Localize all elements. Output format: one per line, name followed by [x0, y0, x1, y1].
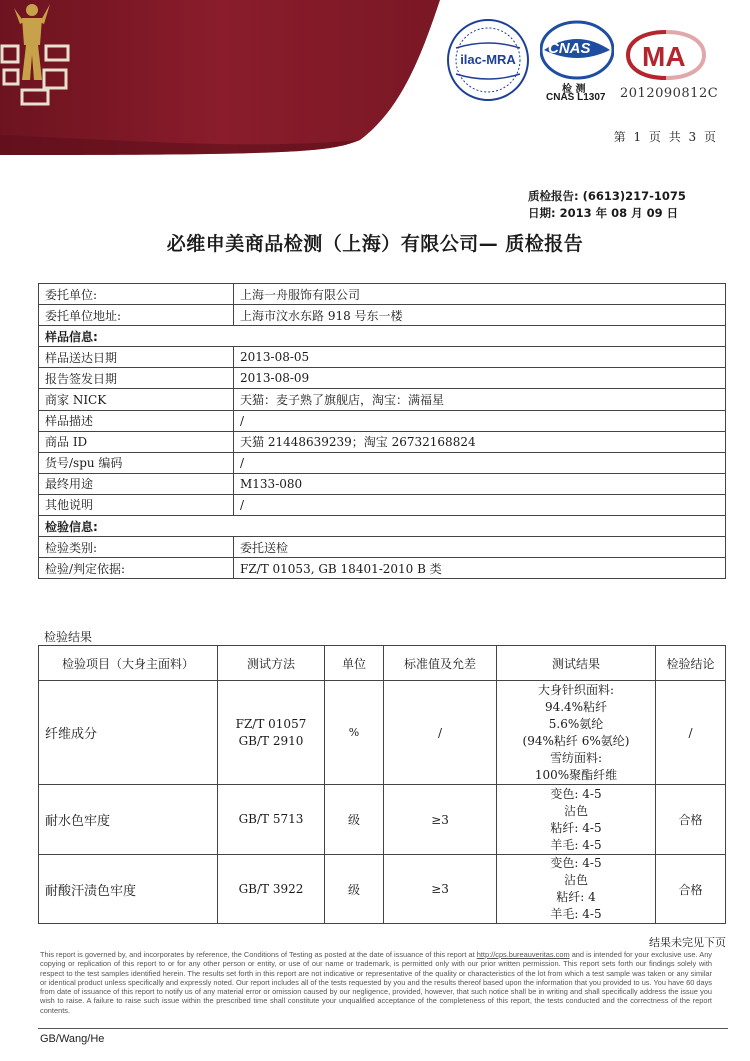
result-line: 5.6%氨纶	[548, 716, 604, 731]
test-result	[497, 681, 656, 785]
result-line: 100%聚酯纤维	[534, 767, 618, 782]
info-value: M133-080	[234, 473, 726, 494]
info-label: 样品送达日期	[39, 347, 234, 368]
info-label: 商品 ID	[39, 431, 234, 452]
section-title: 检验信息:	[39, 516, 726, 537]
info-label: 样品描述	[39, 410, 234, 431]
info-row	[39, 347, 726, 368]
results-row	[39, 855, 726, 924]
cma-number: 2012090812C	[620, 86, 719, 101]
info-row	[39, 473, 726, 494]
svg-text:MA: MA	[642, 41, 686, 72]
info-label: 委托单位:	[39, 284, 234, 305]
info-value: 委托送检	[234, 537, 726, 558]
info-table	[38, 283, 726, 579]
results-row	[39, 681, 726, 785]
test-item: 耐酸汗渍色牢度	[39, 855, 218, 924]
info-row	[39, 410, 726, 431]
info-value: /	[234, 452, 726, 473]
test-item: 纤维成分	[39, 681, 218, 785]
column-header: 测试结果	[497, 646, 656, 681]
footer-divider	[38, 1028, 728, 1029]
footer-code: GB/Wang/He	[40, 1033, 105, 1045]
disclaimer-text: This report is governed by, and incorporates by reference, the Conditions of Testing as posted at the date of issuance of this report at	[40, 950, 477, 959]
info-label: 报告签发日期	[39, 368, 234, 389]
column-header: 单位	[325, 646, 384, 681]
cnas-code: CNAS L1307	[546, 92, 606, 103]
disclaimer	[40, 950, 712, 1015]
result-line: 羊毛: 4-5	[550, 837, 602, 852]
cnas-sub-label: 检 测	[562, 84, 586, 95]
report-number: 质检报告: (6613)217-1075	[528, 189, 686, 203]
test-result	[497, 855, 656, 924]
result-line: 大身针织面料:	[537, 682, 615, 697]
unit: 级	[325, 785, 384, 855]
info-label: 委托单位地址:	[39, 305, 234, 326]
column-header: 检验项目（大身主面料）	[39, 646, 218, 681]
standard-value: ≥3	[384, 855, 497, 924]
info-value: 天猫：麦子熟了旗舰店，淘宝：满福星	[234, 389, 726, 410]
page-number: 第 1 页 共 3 页	[613, 130, 718, 144]
result-line: 雪纺面料:	[549, 750, 603, 765]
column-header: 测试方法	[218, 646, 325, 681]
info-label: 其他说明	[39, 494, 234, 515]
cnas-label: CNAS	[548, 40, 591, 57]
info-label: 检验类别:	[39, 537, 234, 558]
info-value: 2013-08-05	[234, 347, 726, 368]
info-row	[39, 284, 726, 305]
method-line: FZ/T 01057	[235, 716, 307, 731]
column-header: 检验结论	[656, 646, 726, 681]
method-line: GB/T 3922	[238, 881, 304, 896]
continued-note: 结果未完见下页	[649, 936, 726, 949]
result-line: 羊毛: 4-5	[550, 907, 602, 921]
results-heading: 检验结果	[44, 630, 93, 644]
report-date: 日期: 2013 年 08 月 09 日	[528, 206, 679, 220]
result-line: 粘纤: 4	[556, 890, 596, 904]
test-item: 耐水色牢度	[39, 785, 218, 855]
info-label: 商家 NICK	[39, 389, 234, 410]
column-header: 标准值及允差	[384, 646, 497, 681]
info-value: 上海一舟服饰有限公司	[234, 284, 726, 305]
terms-link[interactable]: http://cps.bureauveritas.com	[476, 950, 570, 959]
method-line: GB/T 5713	[238, 812, 304, 826]
section-title: 样品信息:	[39, 326, 726, 347]
info-row	[39, 368, 726, 389]
section-row	[39, 326, 726, 347]
info-row	[39, 558, 726, 579]
info-value: 2013-08-09	[234, 368, 726, 389]
result-line: 沾色	[563, 873, 588, 887]
report-meta	[528, 188, 686, 222]
section-row	[39, 516, 726, 537]
test-method	[218, 855, 325, 924]
ilac-mra-label: ilac-MRA	[460, 52, 516, 67]
test-result	[497, 785, 656, 855]
info-value: 上海市汶水东路 918 号东一楼	[234, 305, 726, 326]
standard-value: ≥3	[384, 785, 497, 855]
conclusion: /	[656, 681, 726, 785]
result-line: 变色: 4-5	[550, 856, 602, 870]
unit: %	[325, 681, 384, 785]
method-line: GB/T 2910	[238, 733, 304, 748]
info-row	[39, 494, 726, 515]
conclusion: 合格	[656, 785, 726, 855]
info-row	[39, 305, 726, 326]
result-line: 变色: 4-5	[550, 786, 602, 801]
results-table	[38, 645, 726, 924]
disclaimer-text: and is intended for your exclusive use. Any copying or replication of this report to or for any other person or entity, or use of our name or trademark, is permitted only with our prior written permission. This report sets forth our findings solely with respect to the test samples identified herein. The results set forth in this report are not indicative or representative of the quality or characteristics of the lot from which a test sample was taken or any similar or identical product unless specifically and expressly noted. Our report includes all of the tests requested by you and the results thereof based upon the information that you provided to us. You have 60 days from date of issuance of this report to notify us of any material error or omission caused by our negligence, provided, however, that such notice shall be in writing and shall specifically address the issue you wish to raise. A failure to raise such issue within the prescribed time shall constitute your unqualified acceptance of the completeness of this report, the tests conducted and the correctness of the report contents.	[40, 950, 712, 1015]
info-row	[39, 537, 726, 558]
standard-value: /	[384, 681, 497, 785]
result-line: 粘纤: 4-5	[550, 820, 602, 835]
results-row	[39, 785, 726, 855]
info-row	[39, 452, 726, 473]
info-value: /	[234, 494, 726, 515]
conclusion: 合格	[656, 855, 726, 924]
document-title: 必维申美商品检测（上海）有限公司— 质检报告	[166, 233, 584, 255]
info-label: 货号/spu 编码	[39, 452, 234, 473]
test-method	[218, 785, 325, 855]
info-label: 最终用途	[39, 473, 234, 494]
info-value: /	[234, 410, 726, 431]
info-label: 检验/判定依据:	[39, 558, 234, 579]
results-header-row	[39, 646, 726, 681]
result-line: 94.4%粘纤	[544, 699, 608, 714]
info-row	[39, 431, 726, 452]
info-row	[39, 389, 726, 410]
unit: 级	[325, 855, 384, 924]
info-value: FZ/T 01053, GB 18401-2010 B 类	[234, 558, 726, 579]
company-emblem-icon	[0, 0, 75, 110]
result-line: (94%粘纤 6%氨纶)	[522, 733, 630, 748]
info-value: 天猫 21448639239；淘宝 26732168824	[234, 431, 726, 452]
test-method	[218, 681, 325, 785]
cma-logo-icon	[622, 28, 710, 82]
result-line: 沾色	[563, 803, 588, 818]
